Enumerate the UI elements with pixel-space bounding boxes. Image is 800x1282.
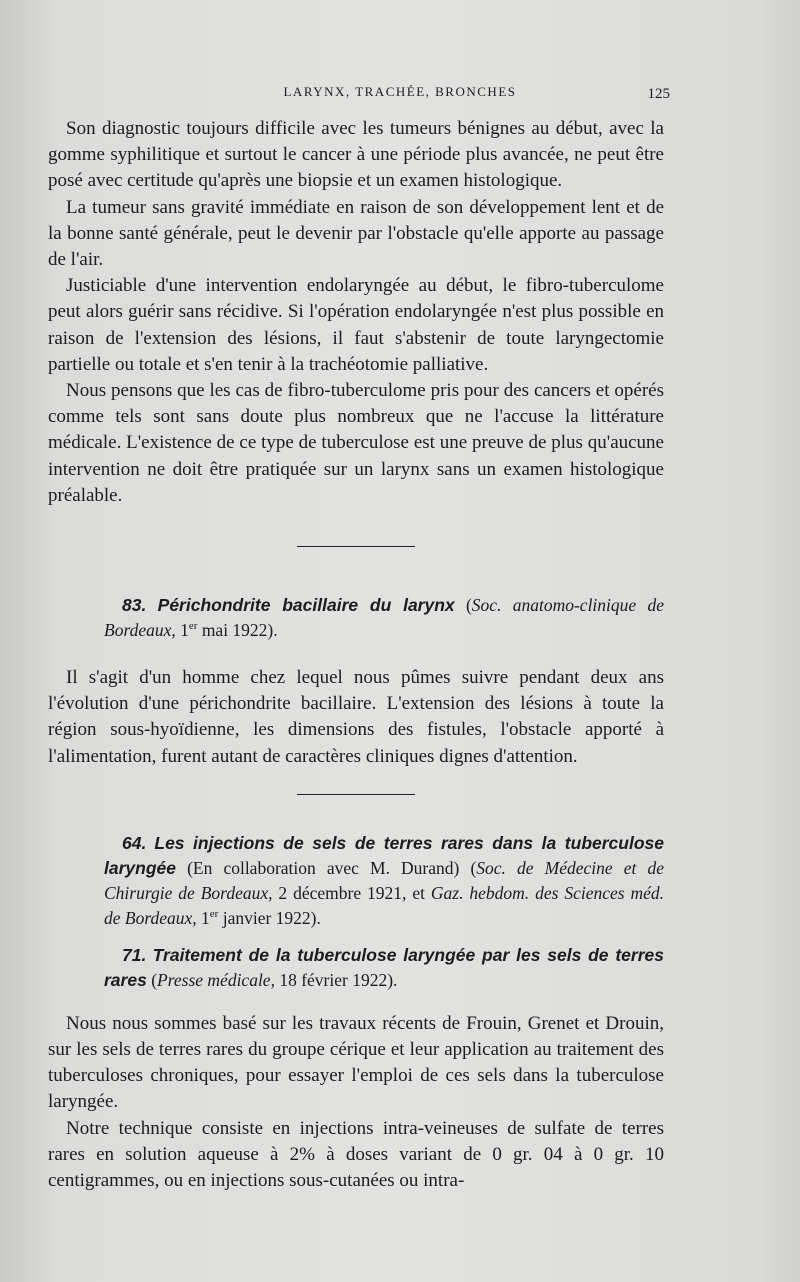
bibliography-entry-83: 83. Périchondrite bacillaire du larynx (Soc. anatomo-clinique de Bordeaux, 1er mai 1922). (104, 595, 665, 641)
entry-journal: Presse médicale, (157, 969, 275, 990)
bibliography-entry-64: 64. Les injections de sels de terres rares dans la tuberculose laryngée (En collaboration avec M. Durand) (Soc. de Médecine et de Chirurgie de Bordeaux, 2 décembre 1921, et Gaz. hebdom. des Sciences méd. de Bordeaux, 1er janvier 1922). (104, 832, 665, 928)
page-body (48, 116, 664, 1194)
entry-number: 64. (122, 832, 147, 853)
bibliography-entry-71: 71. Traitement de la tuberculose laryngée par les sels de terres rares (Presse médicale, 18 février 1922). (104, 944, 664, 990)
paragraph: Nous pensons que les cas de fibro-tuberculome pris pour des cancers et opérés comme tels sont sans doute plus nombreux que ne l'accuse la littérature médicale. L'existence de ce type de tuberculose est une preuve de plus qu'aucune intervention ne doit être pratiquée sur un larynx sans un examen histologique préalable. (48, 380, 664, 506)
entry-journal: Soc. de Médecine et de Chirurgie de Bordeaux, (104, 857, 664, 903)
entry-number: 71. (122, 944, 147, 965)
paragraph: Son diagnostic toujours difficile avec les tumeurs bénignes au début, avec la gomme syphilitique et surtout le cancer à une période plus avancée, ne peut être posé avec certitude qu'après une biopsie et un examen histologique. (48, 118, 664, 192)
entry-number: 83. (122, 595, 147, 616)
entry-71-summary: Nous nous sommes basé sur les travaux récents de Frouin, Grenet et Drouin, sur les sels de terres rares du groupe cérique et leur application au traitement des tuberculoses chroniques, pour essayer l'emploi de ces sels dans la tuberculose laryngée. (48, 1012, 664, 1113)
entry-title: Périchondrite bacillaire du larynx (157, 595, 455, 616)
paragraph: Justiciable d'une intervention endolaryngée au début, le fibro-tuberculome peut alors guérir sans récidive. Si l'opération endolaryngée n'est plus possible en raison de l'extension des lésions, il faut s'abstenir de toute laryngectomie partielle ou totale et s'en tenir à la trachéotomie palliative. (48, 275, 664, 375)
entry-title: Les injections de sels de terres rares dans la tuberculose laryngée (104, 832, 665, 878)
page-number: 125 (647, 86, 670, 102)
entry-journal: Soc. anatomo-clinique de Bordeaux, (104, 595, 665, 641)
entry-title: Traitement de la tuberculose laryngée par les sels de terres rares (104, 944, 664, 990)
paragraph: La tumeur sans gravité immédiate en raison de son développement lent et de la bonne santé générale, peut le devenir par l'obstacle qu'elle apporte au passage de l'air. (48, 196, 664, 271)
running-title: LARYNX, TRACHÉE, BRONCHES (283, 84, 517, 99)
entry-71-summary: Notre technique consiste en injections intra-veineuses de sulfate de terres rares en solution aqueuse à 2% à doses variant de 0 gr. 04 à 0 gr. 10 centigrammes, ou en injections sous-cutanées ou intra- (48, 1117, 664, 1192)
entry-83-summary: Il s'agit d'un homme chez lequel nous pûmes suivre pendant deux ans l'évolution d'une périchondrite bacillaire. L'extension des lésions à toute la région sous-hyoïdienne, les dimensions des fistules, l'obstacle apporté à l'alimentation, furent autant de caractères cliniques dignes d'attention. (48, 667, 664, 767)
entry-journal: Gaz. hebdom. des Sciences méd. de Bordeaux, (104, 882, 665, 928)
